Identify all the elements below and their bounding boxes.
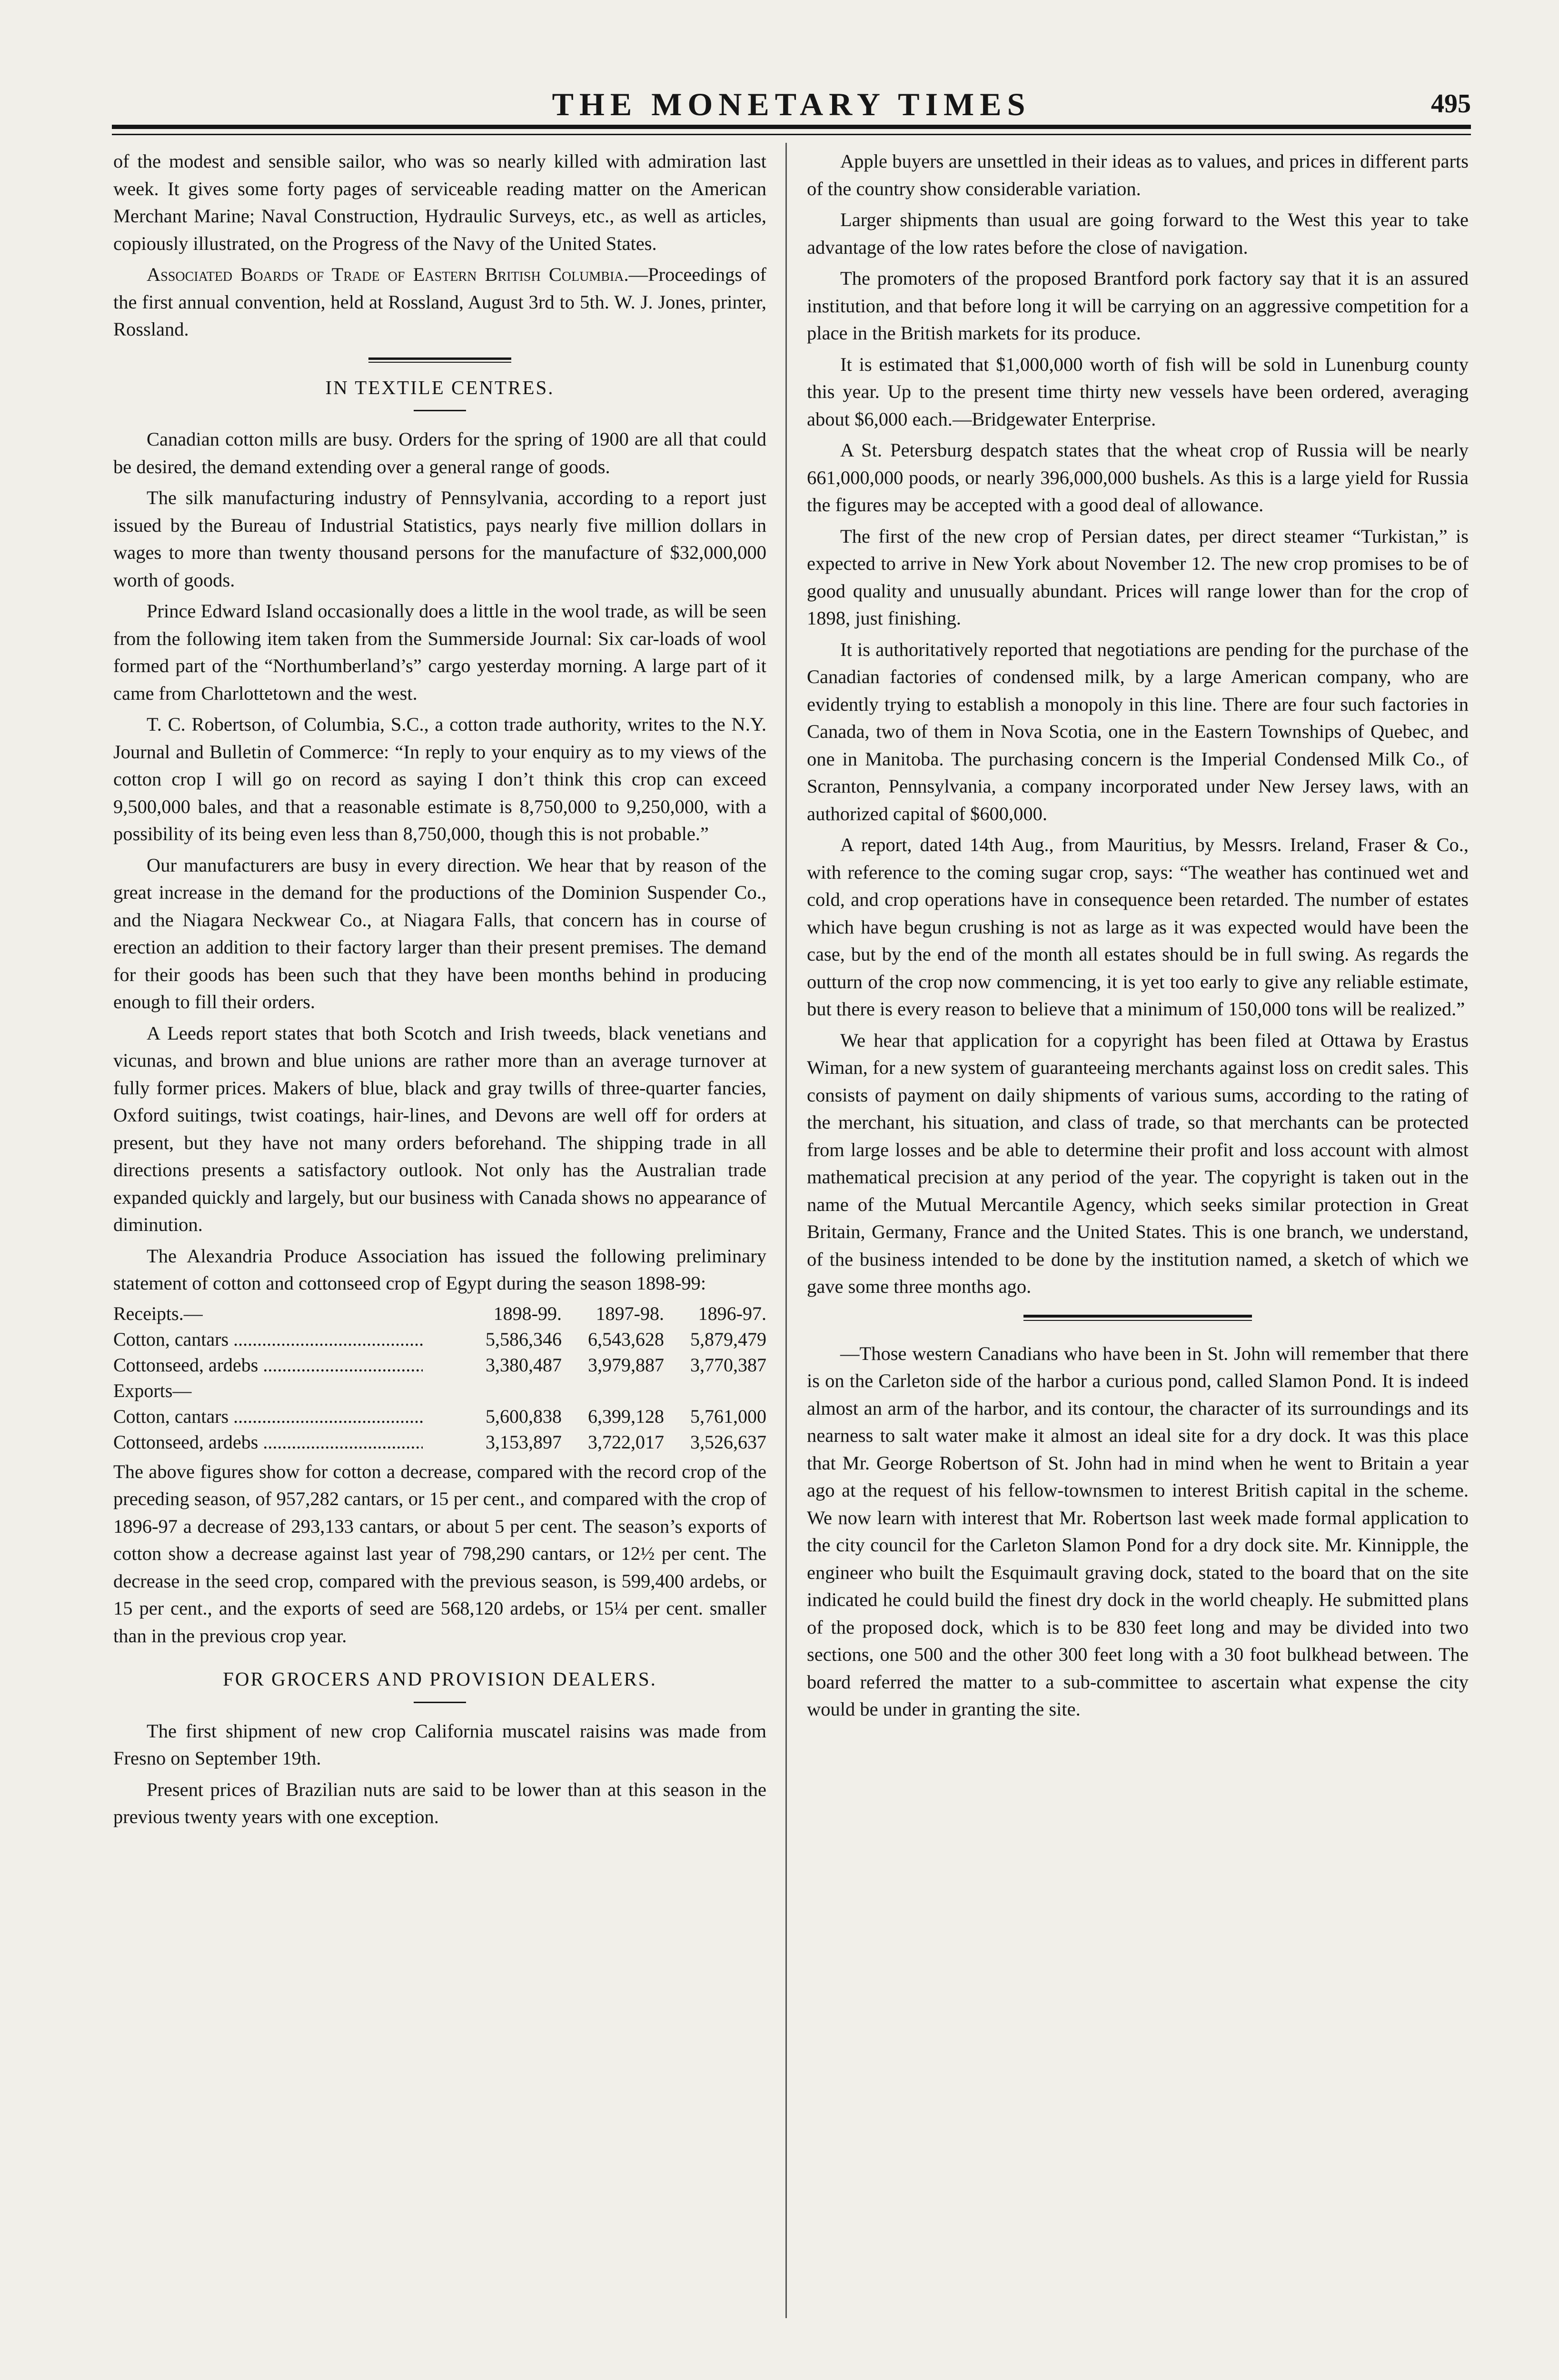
section-rule bbox=[414, 410, 466, 411]
column-divider bbox=[785, 143, 787, 2318]
table-cell: 3,153,897 bbox=[486, 1431, 562, 1453]
right-column bbox=[807, 148, 1469, 1727]
section-rule bbox=[368, 357, 511, 363]
paragraph: The above figures show for cotton a decrease, compared with the record crop of the preceding season, of 957,282 cantars, or 15 per cent., and compared with the crop of 1896-97 a decrease of 293,133 cantars, or about 5 per cent. The season’s exports of cotton show a decrease against last year of 798,290 cantars, or 12½ per cent. The decrease in the seed crop, compared with the previous season, is 599,400 ardebs, or 15 per cent., and the exports of seed are 568,120 ardebs, or 15¼ per cent. smaller than in the previous crop year. bbox=[113, 1460, 766, 1646]
paragraph: A St. Petersburg despatch states that the wheat crop of Russia will be nearly 661,000,000 poods, or nearly 396,000,000 bushels. As this is a large yield for Russia the figures may be accepted with a good deal of allowance. bbox=[807, 439, 1469, 516]
paragraph: It is authoritatively reported that negotiations are pending for the purchase of the Canadian factories of condensed milk, by a large American company, who are evidently trying to establish a monopoly in this line. There are four such factories in Canada, two of them in Nova Scotia, one in the Eastern Townships of Quebec, and one in Manitoba. The purchasing concern is the Imperial Condensed Milk Co., of Scranton, Pennsylvania, a company incorporated under New Jersey laws, with an authorized capital of $600,000. bbox=[807, 638, 1469, 824]
left-column bbox=[113, 148, 766, 1835]
crop-statistics-table bbox=[113, 1301, 766, 1455]
table-cell: 5,586,346 bbox=[486, 1328, 562, 1350]
row-label: Cottonseed, ardebs ..... bbox=[113, 1352, 423, 1378]
publication-title: Associated Boards of Trade of Eastern British Columbia. bbox=[147, 264, 629, 285]
paragraph bbox=[113, 261, 766, 343]
table-section-label: Exports— bbox=[113, 1379, 192, 1401]
column-header: 1898-99. bbox=[493, 1302, 562, 1324]
section-heading: FOR GROCERS AND PROVISION DEALERS. bbox=[223, 1668, 657, 1690]
paragraph: Apple buyers are unsettled in their ideas as to values, and prices in different parts of the country show considerable variation. bbox=[807, 150, 1469, 199]
table-cell: 5,879,479 bbox=[690, 1328, 766, 1350]
header-rule-light bbox=[112, 134, 1471, 135]
section-heading: IN TEXTILE CENTRES. bbox=[325, 376, 555, 398]
table-cell: 5,600,838 bbox=[486, 1405, 562, 1427]
table-row bbox=[113, 1429, 766, 1455]
table-cell: 3,770,387 bbox=[690, 1354, 766, 1376]
table-cell: 6,543,628 bbox=[588, 1328, 664, 1350]
table-row bbox=[113, 1378, 766, 1404]
paragraph: The first shipment of new crop California muscatel raisins was made from Fresno on September 19th. bbox=[113, 1720, 766, 1769]
paragraph-text: —Proceedings of the first annual convention, held at Rossland, August 3rd to 5th. W. J. Jones, printer, Rossland. bbox=[113, 264, 766, 340]
row-label: Cotton, cantars ..... bbox=[113, 1404, 423, 1429]
section-rule bbox=[1023, 1315, 1252, 1321]
header-rule-heavy bbox=[112, 125, 1471, 129]
table-cell: 3,380,487 bbox=[486, 1354, 562, 1376]
section-rule bbox=[414, 1702, 466, 1703]
table-cell: 3,979,887 bbox=[588, 1354, 664, 1376]
paragraph: T. C. Robertson, of Columbia, S.C., a cotton trade authority, writes to the N.Y. Journal and Bulletin of Commerce: “In reply to your enquiry as to my views of the cotton crop I will go on record as saying I don’t think this crop can exceed 9,500,000 bales, and that a reasonable estimate is 8,750,000 to 9,250,000, with a possibility of its being even less than 8,750,000, though this is not probable.” bbox=[113, 714, 766, 844]
table-row bbox=[113, 1352, 766, 1378]
paragraph: Canadian cotton mills are busy. Orders for the spring of 1900 are all that could be desired, the demand extending over a general range of goods. bbox=[113, 428, 766, 477]
paragraph: of the modest and sensible sailor, who was so nearly killed with admiration last week. It gives some forty pages of serviceable reading matter on the American Merchant Marine; Naval Construction, Hydraulic Surveys, etc., as well as articles, copiously illustrated, on the Progress of the Navy of the United States. bbox=[113, 150, 766, 254]
paragraph: A report, dated 14th Aug., from Mauritius, by Messrs. Ireland, Fraser & Co., with reference to the coming sugar crop, says: “The weather has continued wet and cold, and crop operations have in consequence been retarded. The number of estates which have begun crushing is not as large as it was expected would have been the case, but by the end of the month all estates should be in full swing. As regards the outturn of the crop now commencing, it is yet too early to give any reliable estimate, but there is every reason to believe that a minimum of 150,000 tons will be realized.” bbox=[807, 834, 1469, 1020]
paragraph: Larger shipments than usual are going forward to the West this year to take advantage of the low rates before the close of navigation. bbox=[807, 209, 1469, 258]
table-cell: 5,761,000 bbox=[690, 1405, 766, 1427]
page-number: 495 bbox=[1431, 89, 1471, 119]
paragraph: The promoters of the proposed Brantford pork factory say that it is an assured institution, and that before long it will be carrying on an aggressive competition for a place in the British markets for its produce. bbox=[807, 268, 1469, 344]
paragraph: Present prices of Brazilian nuts are said to be lower than at this season in the previous twenty years with one exception. bbox=[113, 1778, 766, 1827]
paragraph: The silk manufacturing industry of Pennsylvania, according to a report just issued by the Bureau of Industrial Statistics, pays nearly five million dollars in wages to more than twenty thousand persons for the manufacture of $32,000,000 worth of goods. bbox=[113, 487, 766, 591]
row-label: Cottonseed, ardebs ..... bbox=[113, 1429, 423, 1455]
table-row bbox=[113, 1404, 766, 1429]
paragraph: The first of the new crop of Persian dates, per direct steamer “Turkistan,” is expected to arrive in New York about November 12. The new crop promises to be of good quality and unusually abundant. Prices will range lower than for the crop of 1898, just finishing. bbox=[807, 525, 1469, 629]
row-label: Cotton, cantars ..... bbox=[113, 1327, 423, 1352]
page-header bbox=[112, 86, 1471, 124]
column-header: 1896-97. bbox=[698, 1302, 766, 1324]
paragraph: Prince Edward Island occasionally does a little in the wool trade, as will be seen from the following item taken from the Summerside Journal: Six car-loads of wool formed part of the “Northumberland’s” cargo yesterday morning. A large part of it came from Charlottetown and the west. bbox=[113, 600, 766, 704]
table-section-label: Receipts.— bbox=[113, 1302, 203, 1324]
paragraph: The Alexandria Produce Association has issued the following preliminary statement of cotton and cottonseed crop of Egypt during the season 1898-99: bbox=[113, 1245, 766, 1294]
paragraph: We hear that application for a copyright has been filed at Ottawa by Erastus Wiman, for a new system of guaranteeing merchants against loss on credit sales. This consists of payment on daily shipments of various sums, according to the rating of the merchant, his situation, and class of trade, so that merchants can be protected from large losses and be able to determine their profit and loss account with almost mathematical precision at any period of the year. The copyright is taken out in the name of the Mutual Mercantile Agency, which seeks similar protection in Great Britain, Germany, France and the United States. This is one branch, we understand, of the business intended to be done by the institution named, a sketch of which we gave some three months ago. bbox=[807, 1029, 1469, 1297]
column-header: 1897-98. bbox=[596, 1302, 664, 1324]
table-row bbox=[113, 1327, 766, 1352]
table-cell: 6,399,128 bbox=[588, 1405, 664, 1427]
table-cell: 3,526,637 bbox=[690, 1431, 766, 1453]
paragraph: Our manufacturers are busy in every direction. We hear that by reason of the great increase in the demand for the productions of the Dominion Suspender Co., and the Niagara Neckwear Co., at Niagara Falls, that concern has in course of erection an addition to their factory larger than their present premises. The demand for their goods has been such that they have been months behind in producing enough to fill their orders. bbox=[113, 854, 766, 1012]
table-row bbox=[113, 1301, 766, 1327]
table-cell: 3,722,017 bbox=[588, 1431, 664, 1453]
paragraph: A Leeds report states that both Scotch and Irish tweeds, black venetians and vicunas, and brown and blue unions are rather more than an average turnover at fully former prices. Makers of blue, black and gray twills of three-quarter fancies, Oxford suitings, twist coatings, hair-lines, and Devons are well off for orders at present, but they have not many orders beforehand. The shipping trade in all directions presents a satisfactory outlook. Not only has the Australian trade expanded quickly and largely, but our business with Canada shows no appearance of diminution. bbox=[113, 1022, 766, 1235]
running-title: THE MONETARY TIMES bbox=[552, 86, 1031, 122]
paragraph: It is estimated that $1,000,000 worth of fish will be sold in Lunenburg county this year. Up to the present time thirty new vessels have been ordered, averaging about $6,000 each.—Bridgewater Enterprise. bbox=[807, 353, 1469, 430]
paragraph: —Those western Canadians who have been in St. John will remember that there is on the Carleton side of the harbor a curious pond, called Slamon Pond. It is indeed almost an arm of the harbor, and its contour, the character of its surroundings and its nearness to salt water make it almost an ideal site for a dry dock. It was this place that Mr. George Robertson of St. John had in mind when he went to Britain a year ago at the request of his fellow-townsmen to interest British capital in the scheme. We now learn with interest that Mr. Robertson last week made formal application to the city council for the Carleton Slamon Pond for a dry dock site. Mr. Kinnipple, the engineer who built the Esquimault graving dock, stated to the board that on the site indicated he could build the finest dry dock in the world cheaply. He submitted plans of the proposed dock, which is to be 830 feet long and may be divided into two sections, one 500 and the other 300 feet long with a 30 foot bulkhead between. The board referred the matter to a sub-committee to ascertain what expense the city would be under in granting the site. bbox=[807, 1342, 1469, 1720]
